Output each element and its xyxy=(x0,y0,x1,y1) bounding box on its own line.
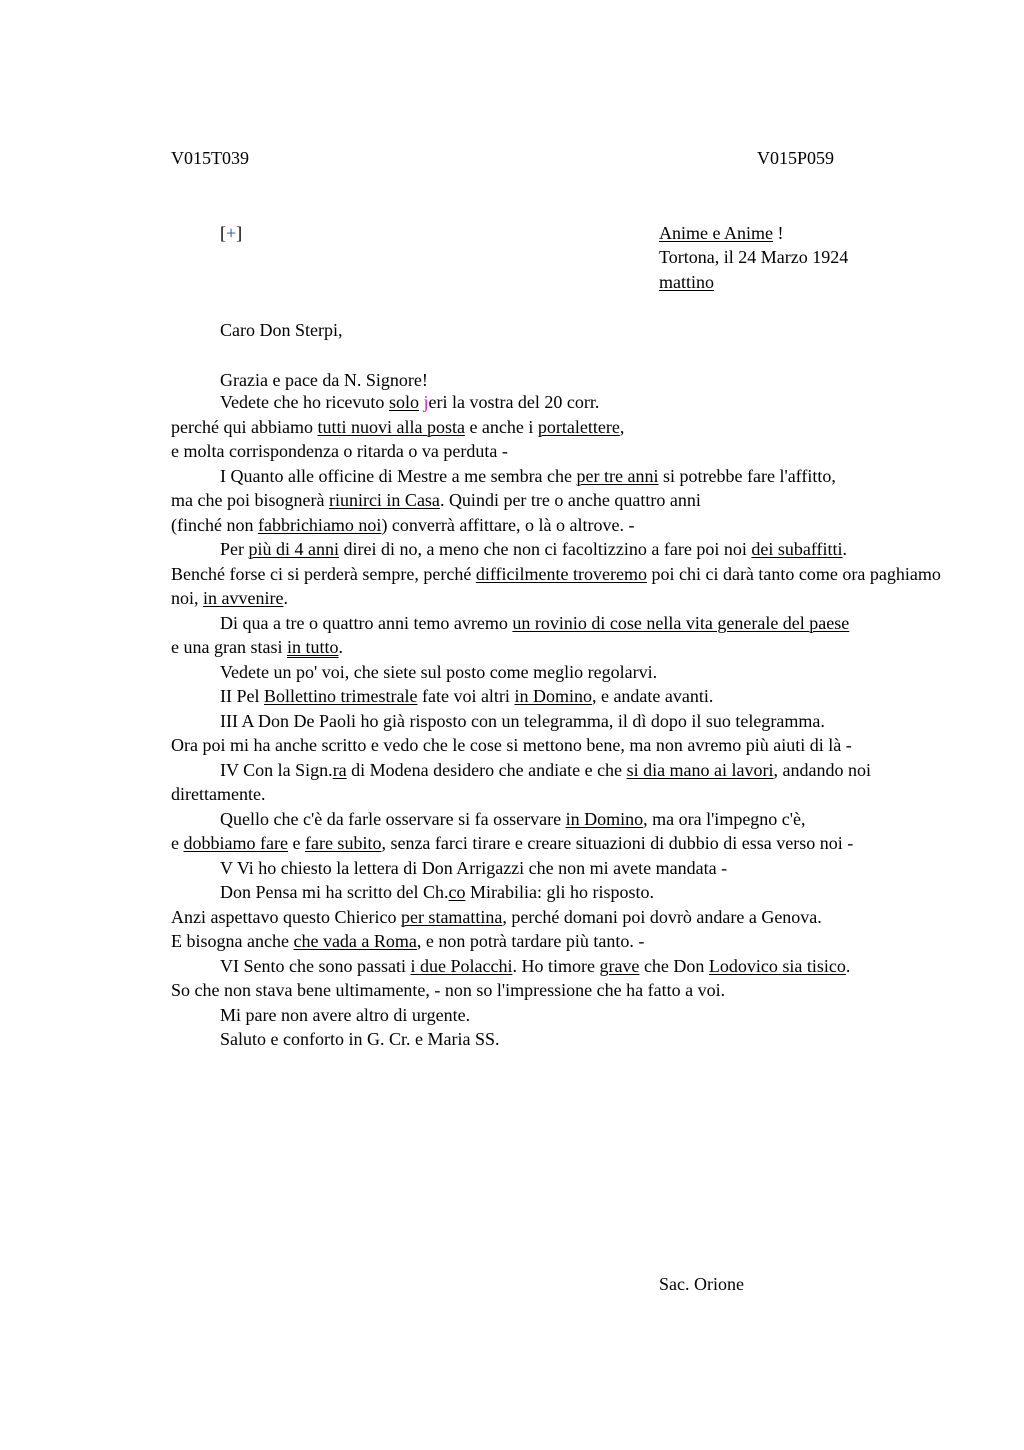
body-paragraph-23: So che non stava bene ultimamente, - non so l'impressione che ha fatto a voi. xyxy=(171,980,726,1000)
letter-body xyxy=(171,390,941,1052)
greeting: Grazia e pace da N. Signore! xyxy=(220,370,428,390)
body-paragraph-3: e molta corrispondenza o ritarda o va perduta - xyxy=(171,441,508,461)
motto-text: Anime e Anime xyxy=(659,223,773,243)
body-paragraph-5: ma che poi bisognerà riunirci in Casa. Quindi per tre o anche quattro anni xyxy=(171,490,701,510)
place-date: Tortona, il 24 Marzo 1924 xyxy=(659,247,849,267)
body-paragraph-10: e una gran stasi in tutto. xyxy=(171,637,343,657)
body-paragraph-16: Quello che c'è da farle osservare si fa osservare in Domino, ma ora l'impegno c'è, xyxy=(220,808,806,829)
signature: Sac. Orione xyxy=(659,1274,744,1294)
body-paragraph-6: (finché non fabbrichiamo noi) converrà affittare, o là o altrove. - xyxy=(171,514,635,535)
time-of-day: mattino xyxy=(659,272,714,292)
body-paragraph-8: Benché forse ci si perderà sempre, perché difficilmente troveremo poi chi ci darà tanto come ora paghiamo noi, in avvenire. xyxy=(171,563,941,608)
motto-exclamation: ! xyxy=(772,223,784,243)
body-paragraph-22: VI Sento che sono passati i due Polacchi. Ho timore grave che Don Lodovico sia tisico. xyxy=(220,955,851,976)
body-paragraph-18: V Vi ho chiesto la lettera di Don Arrigazzi che non mi avete mandata - xyxy=(220,857,728,878)
body-paragraph-20: Anzi aspettavo questo Chierico per stamattina, perché domani poi dovrò andare a Genova. xyxy=(171,906,822,927)
bracket-open: [ xyxy=(220,223,226,243)
body-paragraph-25: Saluto e conforto in G. Cr. e Maria SS. xyxy=(220,1029,500,1049)
body-paragraph-1: Vedete che ho ricevuto solo jeri la vostra del 20 corr. xyxy=(220,392,600,412)
cross-marker xyxy=(220,221,242,245)
body-paragraph-13: III A Don De Paoli ho già risposto con un telegramma, il dì dopo il suo telegramma. xyxy=(220,710,825,731)
body-paragraph-12: II Pel Bollettino trimestrale fate voi altri in Domino, e andate avanti. xyxy=(220,686,714,706)
body-paragraph-15: IV Con la Sign.ra di Modena desidero che andiate e che si dia mano ai lavori, andando noi direttamente. xyxy=(171,759,872,804)
body-paragraph-14: Ora poi mi ha anche scritto e vedo che le cose si mettono bene, ma non avremo più aiuti di là - xyxy=(171,735,852,755)
body-paragraph-17: e dobbiamo fare e fare subito, senza farci tirare e creare situazioni di dubbio di essa verso noi - xyxy=(171,833,854,853)
body-paragraph-4: I Quanto alle officine di Mestre a me sembra che per tre anni si potrebbe fare l'affitto, xyxy=(220,465,836,486)
body-paragraph-11: Vedete un po' voi, che siete sul posto come meglio regolarvi. xyxy=(220,661,658,682)
body-paragraph-21: E bisogna anche che vada a Roma, e non potrà tardare più tanto. - xyxy=(171,931,645,951)
document-code-left: V015T039 xyxy=(171,148,249,168)
body-paragraph-19: Don Pensa mi ha scritto del Ch.co Mirabilia: gli ho risposto. xyxy=(220,882,654,902)
body-paragraph-7: Per più di 4 anni direi di no, a meno che non ci facoltizzino a fare poi noi dei subaffitti. xyxy=(220,539,848,559)
document-code-right: V015P059 xyxy=(757,148,835,168)
bracket-close: ] xyxy=(236,223,243,243)
body-paragraph-24: Mi pare non avere altro di urgente. xyxy=(220,1004,471,1025)
body-paragraph-9: Di qua a tre o quattro anni temo avremo un rovinio di cose nella vita generale del paese xyxy=(220,612,850,633)
salutation: Caro Don Sterpi, xyxy=(220,320,343,340)
body-paragraph-2: perché qui abbiamo tutti nuovi alla posta e anche i portalettere, xyxy=(171,416,625,437)
letter-motto xyxy=(659,221,783,245)
plus-cross-icon: + xyxy=(226,223,237,243)
